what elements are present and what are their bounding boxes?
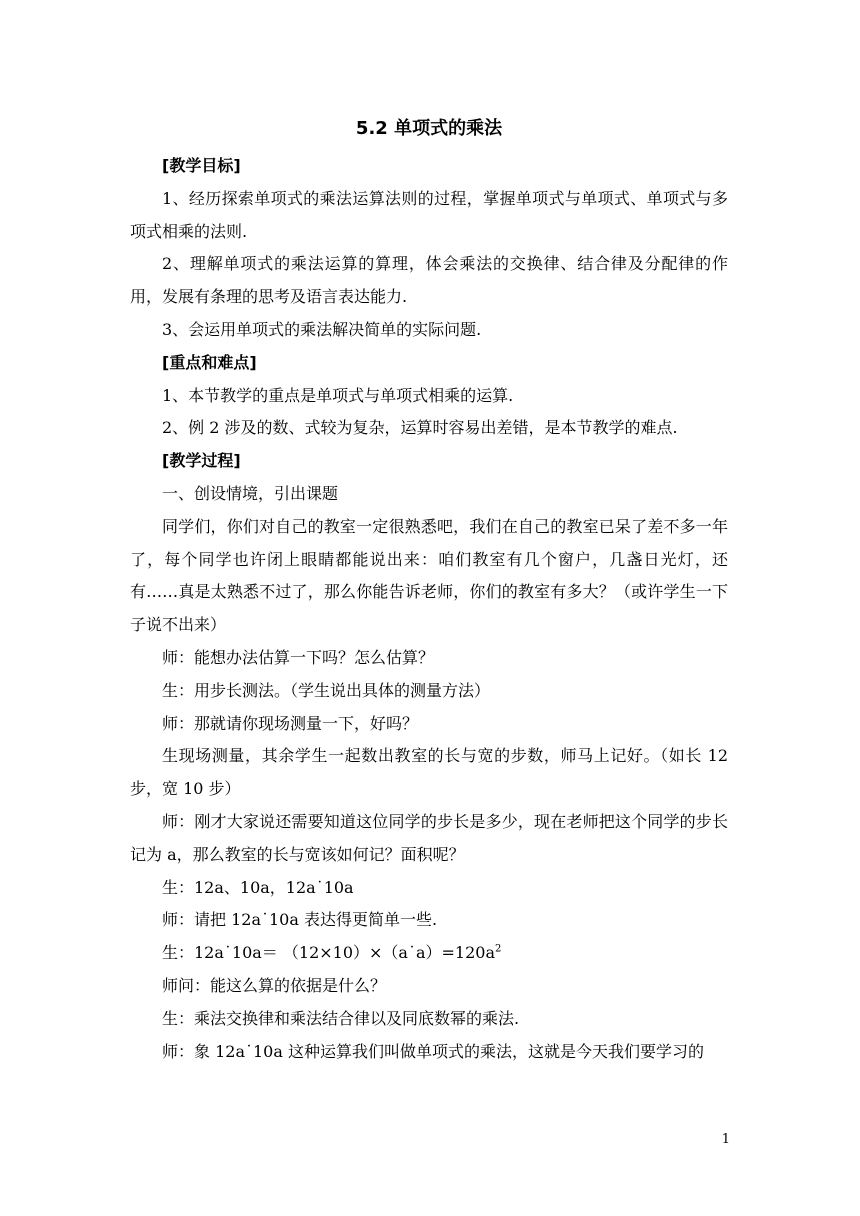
dialogue-line-formula xyxy=(130,937,728,970)
heading-key-points: [重点和难点] xyxy=(162,352,257,372)
goal-1-paragraph: 1、经历探索单项式的乘法运算法则的过程，掌握单项式与单项式、单项式与多项式相乘的法则. xyxy=(130,188,728,241)
key-point-2-paragraph: 2、例 2 涉及的数、式较为复杂，运算时容易出差错，是本节教学的难点. xyxy=(162,418,678,438)
dialogue-line: 师：请把 12a˙10a 表达得更简单一些. xyxy=(162,910,438,930)
dialogue-line: 生现场测量，其余学生一起数出教室的长与宽的步数，师马上记好。（如长 12 步，宽 10 步） xyxy=(130,746,728,799)
dialogue-line: 生：乘法交换律和乘法结合律以及同底数幂的乘法. xyxy=(162,1008,520,1028)
page-number: 1 xyxy=(721,1132,730,1147)
formula-text: 生：12a˙10a＝ （12×10）×（a˙a）=120a xyxy=(162,943,495,963)
goal-3-paragraph: 3、会运用单项式的乘法解决简单的实际问题. xyxy=(162,319,482,339)
document-title: 5.2 单项式的乘法 xyxy=(355,118,503,139)
document-body xyxy=(130,118,728,1068)
dialogue-line: 生：12a、10a，12a˙10a xyxy=(162,877,354,897)
exponent: 2 xyxy=(494,943,502,955)
section-1-heading: 一、创设情境，引出课题 xyxy=(162,483,339,503)
heading-teaching-goals: [教学目标] xyxy=(162,156,241,175)
goal-2-paragraph: 2、理解单项式的乘法运算的算理，体会乘法的交换律、结合律及分配律的作用，发展有条理的思考及语言表达能力. xyxy=(130,254,728,307)
dialogue-line: 师：刚才大家说还需要知道这位同学的步长是多少，现在老师把这个同学的步长记为 a，那么教室的长与宽该如何记？面积呢？ xyxy=(130,811,728,864)
intro-paragraph: 同学们，你们对自己的教室一定很熟悉吧，我们在自己的教室已呆了差不多一年了，每个同学也许闭上眼睛都能说出来：咱们教室有几个窗户，几盏日光灯，还有……真是太熟悉不过了，那么你能告诉老师，你们的教室有多大？（或许学生一下子说不出来） xyxy=(130,516,728,635)
dialogue-line: 师问：能这么算的依据是什么？ xyxy=(162,975,387,995)
dialogue-line: 师：能想办法估算一下吗？怎么估算？ xyxy=(162,647,435,667)
dialogue-line: 生：用步长测法。（学生说出具体的测量方法） xyxy=(162,680,491,700)
dialogue-line: 师：那就请你现场测量一下，好吗？ xyxy=(162,713,419,733)
heading-teaching-process: [教学过程] xyxy=(162,451,241,471)
dialogue-line: 师：象 12a˙10a 这种运算我们叫做单项式的乘法，这就是今天我们要学习的 xyxy=(162,1041,704,1061)
key-point-1-paragraph: 1、本节教学的重点是单项式与单项式相乘的运算. xyxy=(162,385,514,405)
